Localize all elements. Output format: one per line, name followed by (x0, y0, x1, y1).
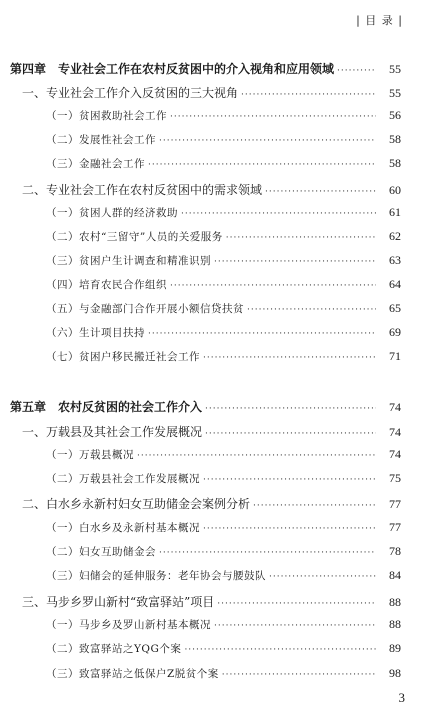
toc-entry-title: （三）金融社会工作 (46, 158, 145, 170)
toc-entry-title: （二）农村“三留守”人员的关爱服务 (46, 231, 223, 243)
dot-leader (214, 257, 376, 267)
toc-entry-page-number: 84 (389, 568, 401, 582)
toc-entry-page-number: 55 (389, 86, 401, 100)
toc-entry-page-number: 88 (389, 595, 401, 609)
toc-subsection-entry (0, 108, 423, 126)
toc-entry-title: （一）万载县概况 (46, 449, 134, 461)
dot-leader (137, 451, 376, 461)
toc-entry-title: （二）妇女互助储金会 (46, 546, 156, 558)
dot-leader (148, 160, 376, 170)
toc-subsection-entry (0, 447, 423, 465)
dot-leader (241, 90, 376, 100)
toc-section-entry (0, 181, 423, 199)
dot-leader (214, 621, 376, 631)
toc-entry-title: （二）致富驿站之YQG个案 (46, 643, 182, 655)
toc-entry-page-number: 75 (389, 471, 401, 485)
toc-entry-title: 二、专业社会工作在农村反贫困中的需求领域 (22, 183, 263, 197)
toc-subsection-entry (0, 253, 423, 271)
toc-entry-page-number: 55 (389, 62, 401, 76)
toc-entry-page-number: 62 (389, 229, 401, 243)
dot-leader (265, 187, 376, 197)
dot-leader (253, 501, 376, 511)
toc-entry-page-number: 98 (389, 666, 401, 680)
dot-leader (217, 599, 376, 609)
dot-leader (205, 404, 376, 414)
toc-entry-title: （四）培育农民合作组织 (46, 279, 167, 291)
page-number: 3 (398, 690, 405, 705)
toc-entry-page-number: 60 (389, 183, 401, 197)
toc-subsection-entry (0, 156, 423, 174)
toc-entry-page-number: 65 (389, 301, 401, 315)
toc-subsection-entry (0, 205, 423, 223)
toc-entry-title: （三）贫困户生计调查和精准识别 (46, 255, 211, 267)
toc-section-entry (0, 593, 423, 611)
toc-entry-title: 一、万载县及其社会工作发展概况 (22, 425, 203, 439)
toc-entry-title: （六）生计项目扶持 (46, 327, 145, 339)
dot-leader (159, 548, 376, 558)
toc-entry-title: 第五章 农村反贫困的社会工作介入 (10, 400, 203, 414)
running-header: | 目 录 | (356, 14, 403, 27)
dot-leader (203, 353, 376, 363)
dot-leader (269, 572, 376, 582)
toc-entry-title: （二）发展性社会工作 (46, 134, 156, 146)
toc-entry-page-number: 69 (389, 325, 401, 339)
toc-entry-title: （一）白水乡及永新村基本概况 (46, 522, 200, 534)
dot-leader (203, 524, 376, 534)
toc-entry-title: （二）万载县社会工作发展概况 (46, 473, 200, 485)
toc-entry-page-number: 74 (389, 400, 401, 414)
toc-chapter-entry (0, 398, 423, 416)
dot-leader (226, 233, 376, 243)
toc-subsection-entry (0, 520, 423, 538)
toc-subsection-entry (0, 666, 423, 684)
toc-entry-page-number: 58 (389, 156, 401, 170)
toc-section-entry (0, 84, 423, 102)
toc-entry-title: 二、白水乡永新村妇女互助储金会案例分析 (22, 497, 251, 511)
dot-leader (159, 136, 376, 146)
toc-entry-title: 一、专业社会工作介入反贫困的三大视角 (22, 86, 239, 100)
toc-section-entry (0, 495, 423, 513)
toc-subsection-entry (0, 471, 423, 489)
toc-entry-page-number: 88 (389, 617, 401, 631)
toc-subsection-entry (0, 277, 423, 295)
toc-entry-title: 三、马步乡罗山新村“致富驿站”项目 (22, 595, 215, 609)
dot-leader (203, 475, 376, 485)
toc-subsection-entry (0, 301, 423, 319)
toc-entry-page-number: 78 (389, 544, 401, 558)
toc-entry-page-number: 58 (389, 132, 401, 146)
toc-subsection-entry (0, 132, 423, 150)
toc-entry-page-number: 74 (389, 447, 401, 461)
dot-leader (181, 209, 376, 219)
dot-leader (337, 66, 376, 76)
toc-entry-title: （一）贫困救助社会工作 (46, 110, 167, 122)
toc-entry-title: （三）妇储会的延伸服务：老年协会与腰鼓队 (46, 570, 266, 582)
toc-entry-title: （三）致富驿站之低保户Z脱贫个案 (46, 668, 219, 680)
toc-entry-title: 第四章 专业社会工作在农村反贫困中的介入视角和应用领域 (10, 62, 335, 76)
toc-entry-title: （一）贫困人群的经济救助 (46, 207, 178, 219)
dot-leader (184, 645, 376, 655)
toc-entry-page-number: 74 (389, 425, 401, 439)
toc-subsection-entry (0, 229, 423, 247)
toc-entry-page-number: 77 (389, 497, 401, 511)
toc-subsection-entry (0, 349, 423, 367)
toc-subsection-entry (0, 617, 423, 635)
toc-entry-page-number: 77 (389, 520, 401, 534)
toc-entry-page-number: 71 (389, 349, 401, 363)
toc-entry-page-number: 56 (389, 108, 401, 122)
toc-subsection-entry (0, 544, 423, 562)
toc-entry-page-number: 64 (389, 277, 401, 291)
toc-subsection-entry (0, 641, 423, 659)
dot-leader (205, 429, 376, 439)
toc-section-entry (0, 423, 423, 441)
toc-entry-title: （七）贫困户移民搬迁社会工作 (46, 351, 200, 363)
dot-leader (170, 281, 376, 291)
dot-leader (148, 329, 376, 339)
toc-entry-page-number: 61 (389, 205, 401, 219)
dot-leader (222, 670, 376, 680)
dot-leader (170, 112, 376, 122)
toc-entry-page-number: 63 (389, 253, 401, 267)
dot-leader (247, 305, 376, 315)
toc-entry-title: （五）与金融部门合作开展小额信贷扶贫 (46, 303, 244, 315)
toc-subsection-entry (0, 325, 423, 343)
toc-chapter-entry (0, 60, 423, 78)
toc-entry-page-number: 89 (389, 641, 401, 655)
toc-subsection-entry (0, 568, 423, 586)
toc-entry-title: （一）马步乡及罗山新村基本概况 (46, 619, 211, 631)
